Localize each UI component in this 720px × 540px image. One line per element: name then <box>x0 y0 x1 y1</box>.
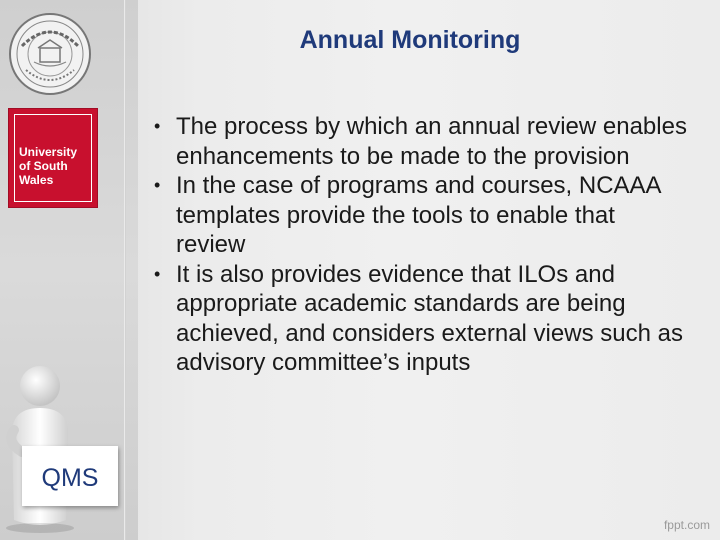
qms-sign-label: QMS <box>41 464 99 492</box>
slide-title: Annual Monitoring <box>299 26 521 54</box>
bullet-dot-icon: • <box>154 263 161 284</box>
bullet-text: In the case of programs and courses, NCAAA templates provide the tools to enable that review <box>176 172 661 258</box>
usw-logo-line-3: Wales <box>19 173 54 187</box>
qms-sign-card <box>22 446 118 506</box>
sidebar-divider <box>124 0 126 540</box>
usw-logo-line-1: University <box>19 145 78 159</box>
bullet-list <box>150 112 690 378</box>
bullet-text: The process by which an annual review enables enhancements to be made to the provision <box>176 113 687 170</box>
bullet-item <box>150 260 690 378</box>
bullet-item <box>150 171 690 260</box>
university-seal-icon <box>8 12 92 96</box>
bullet-dot-icon: • <box>154 175 161 195</box>
bullet-dot-icon: • <box>154 116 161 136</box>
usw-logo-line-2: of South <box>19 159 68 173</box>
bullet-item <box>150 112 690 171</box>
usw-logo <box>8 108 98 208</box>
bullet-text: It is also provides evidence that ILOs and appropriate academic standards are being achieved, and considers external views such as advisory committee’s inputs <box>176 260 683 376</box>
fppt-watermark: fppt.com <box>663 518 710 532</box>
